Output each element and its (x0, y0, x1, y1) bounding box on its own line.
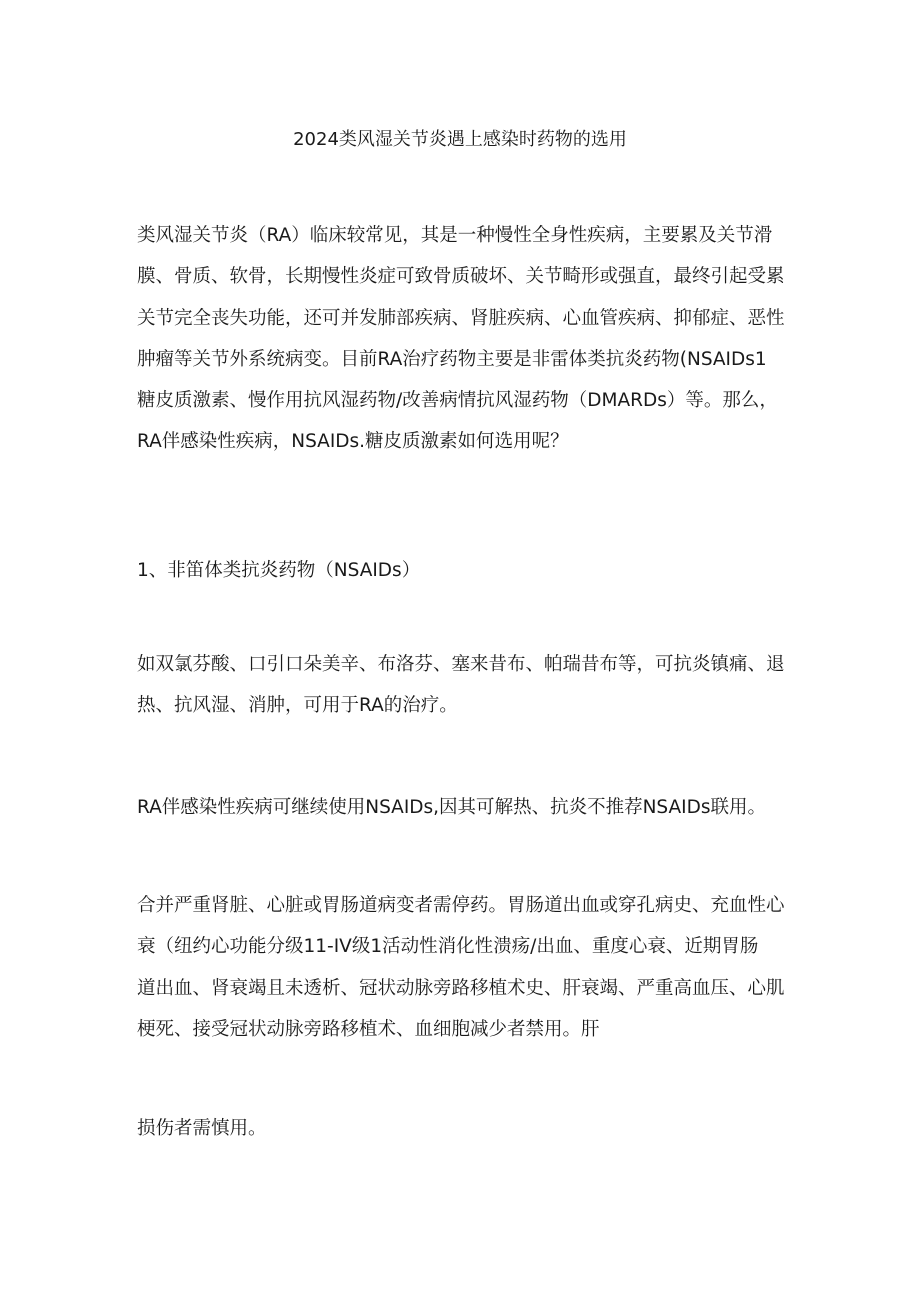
infection-paragraph (137, 787, 797, 828)
text-line: RA伴感染性疾病可继续使用NSAIDs,因其可解热、抗炎不推荐NSAIDs联用。 (137, 797, 766, 818)
text-line: 热、抗风湿、消肿，可用于RA的治疗。 (137, 695, 458, 717)
text-line: 关节完全丧失功能，还可并发肺部疾病、肾脏疾病、心血管疾病、抑郁症、恶性 (137, 307, 785, 329)
text-line: 肿瘤等关节外系统病变。目前RA治疗药物主要是非雷体类抗炎药物(NSAIDs1 (137, 348, 767, 370)
liver-caution-paragraph (137, 1108, 797, 1149)
text-line: 损伤者需慎用。 (137, 1118, 267, 1139)
text-line: 类风湿关节炎（RA）临床较常见，其是一种慢性全身性疾病，主要累及关节滑 (137, 225, 773, 246)
section-heading-nsaids (137, 550, 797, 591)
contraindications-paragraph (137, 885, 797, 1050)
text-line: 膜、骨质、软骨，长期慢性炎症可致骨质破坏、关节畸形或强直，最终引起受累 (137, 266, 785, 288)
intro-paragraph (137, 215, 797, 463)
section-heading-text: 1、非笛体类抗炎药物（NSAIDs） (137, 560, 421, 581)
text-line: 衰（纽约心功能分级11-IV级1活动性消化性溃疡/出血、重度心衰、近期胃肠 (137, 936, 759, 958)
text-line: 如双氯芬酸、口引口朵美辛、布洛芬、塞来昔布、帕瑞昔布等，可抗炎镇痛、退 (137, 654, 785, 675)
text-line: 合并严重肾脏、心脏或胃肠道病变者需停药。胃肠道出血或穿孔病史、充血性心 (137, 895, 785, 916)
text-line: 糖皮质激素、慢作用抗风湿药物/改善病情抗风湿药物（DMARDs）等。那么， (137, 390, 778, 412)
text-line: RA伴感染性疾病，NSAIDs.糖皮质激素如何选用呢？ (137, 431, 569, 453)
text-line: 梗死、接受冠状动脉旁路移植术、血细胞减少者禁用。肝 (137, 1018, 600, 1040)
text-line: 道出血、肾衰竭且未透析、冠状动脉旁路移植术史、肝衰竭、严重高血压、心肌 (137, 977, 785, 999)
document-title: 2024类风湿关节炎遇上感染时药物的选用 (293, 129, 627, 150)
drug-examples-paragraph (137, 644, 797, 727)
